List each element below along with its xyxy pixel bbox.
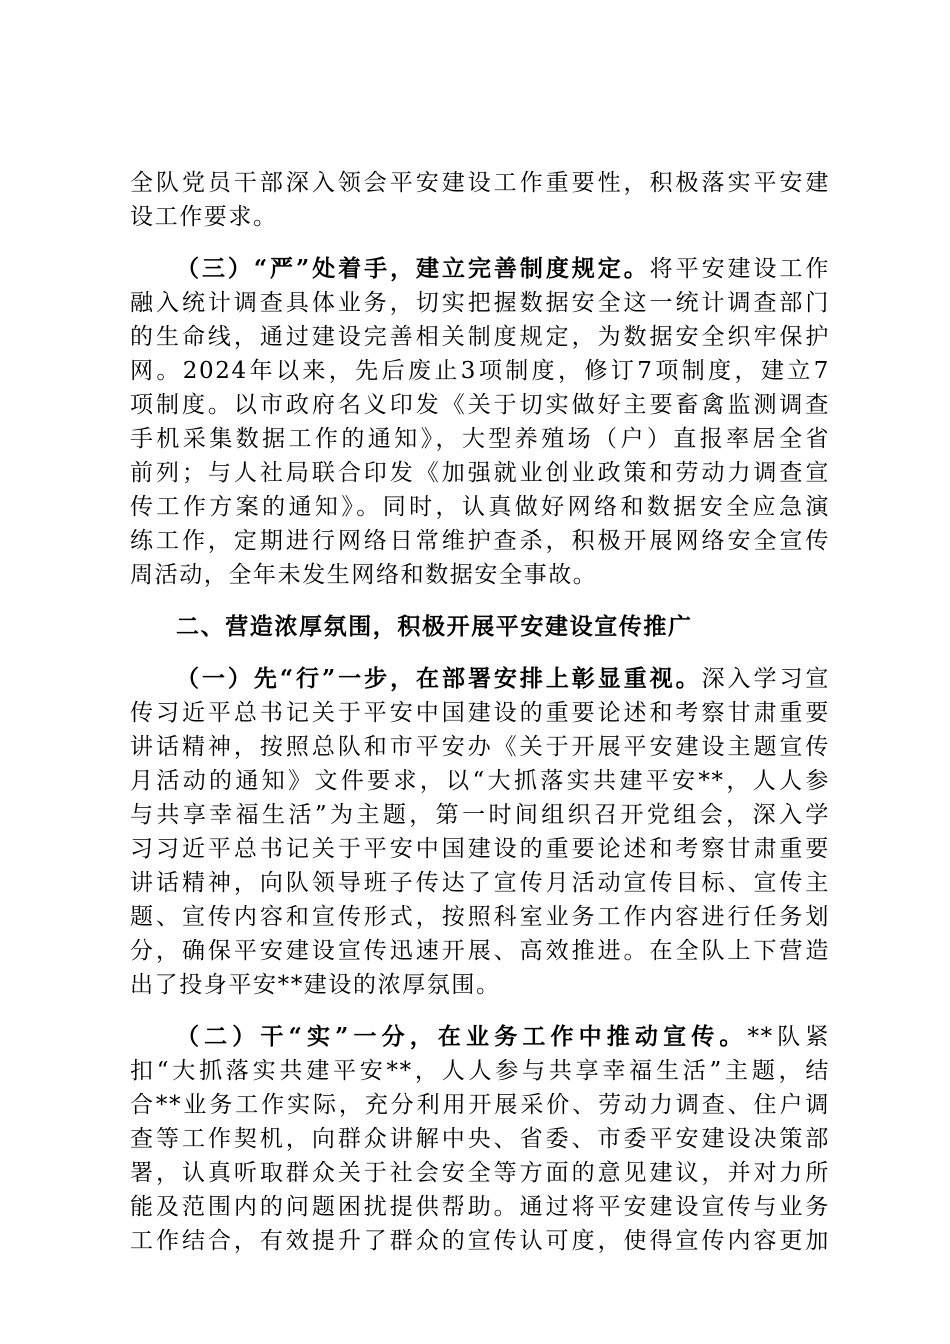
text-line: 扣“大抓落实共建平安**，人人参与共享幸福生活”主题，结 — [130, 1058, 830, 1084]
text-line: 的生命线，通过建设完善相关制度规定，为数据安全织牢保护 — [130, 324, 830, 350]
text-line: 网。2024年以来，先后废止3项制度，修订7项制度，建立7 — [130, 358, 830, 384]
text-line — [130, 1020, 830, 1054]
text-line: 传习近平总书记关于平安中国建设的重要论述和考察甘肃重要 — [130, 700, 830, 726]
text-line: 练工作，定期进行网络日常维护查杀，积极开展网络安全宣传 — [130, 528, 830, 554]
text-line: 全队党员干部深入领会平安建设工作重要性，积极落实平安建 — [130, 170, 830, 196]
text-line: 设工作要求。 — [130, 204, 278, 230]
text-line: 融入统计调查具体业务，切实把握数据安全这一统计调查部门 — [130, 290, 830, 316]
text-line: 分，确保平安建设宣传迅速开展、高效推进。在全队上下营造 — [130, 938, 830, 964]
text-line: 出了投身平安**建设的浓厚氛围。 — [130, 972, 501, 998]
paragraph-lead: （三）“严”处着手，建立完善制度规定。 — [176, 255, 650, 282]
text-line: 手机采集数据工作的通知》，大型养殖场（户）直报率居全省 — [130, 426, 830, 452]
text-line: 查等工作契机，向群众讲解中央、省委、市委平安建设决策部 — [130, 1126, 830, 1152]
paragraph-4 — [130, 1020, 830, 1258]
section-heading: 二、营造浓厚氛围，积极开展平安建设宣传推广 — [176, 613, 693, 640]
text-line — [130, 252, 830, 286]
text-line: 习习近平总书记关于平安中国建设的重要论述和考察甘肃重要 — [130, 836, 830, 862]
text-line: 题、宣传内容和宣传形式，按照科室业务工作内容进行任务划 — [130, 904, 830, 930]
paragraph-1 — [130, 166, 830, 234]
paragraph-lead: （一）先“行”一步，在部署安排上彰显重视。 — [176, 665, 702, 692]
text-line: 能及范围内的问题困扰提供帮助。通过将平安建设宣传与业务 — [130, 1194, 830, 1220]
paragraph-3 — [130, 662, 830, 1002]
text-fragment: 深入学习宣 — [701, 666, 831, 692]
text-line — [130, 662, 830, 696]
text-fragment: **队紧 — [747, 1024, 831, 1050]
paragraph-lead: （二）干“实”一分，在业务工作中推动宣传。 — [176, 1023, 748, 1050]
document-page — [130, 166, 830, 1276]
text-line: 周活动，全年未发生网络和数据安全事故。 — [130, 562, 598, 588]
paragraph-2 — [130, 252, 830, 592]
text-line: 合**业务工作实际，充分利用开展采价、劳动力调查、住户调 — [130, 1092, 830, 1118]
text-fragment: 将平安建设工作 — [649, 256, 831, 282]
text-line: 项制度。以市政府名义印发《关于切实做好主要畜禽监测调查 — [130, 392, 830, 418]
text-line: 与共享幸福生活”为主题，第一时间组织召开党组会，深入学 — [130, 802, 830, 828]
text-line: 署，认真听取群众关于社会安全等方面的意见建议，并对力所 — [130, 1160, 830, 1186]
text-line: 月活动的通知》文件要求，以“大抓落实共建平安**，人人参 — [130, 768, 830, 794]
text-line: 工作结合，有效提升了群众的宣传认可度，使得宣传内容更加 — [130, 1228, 830, 1254]
text-line: 讲话精神，按照总队和市平安办《关于开展平安建设主题宣传 — [130, 734, 830, 760]
text-line: 讲话精神，向队领导班子传达了宣传月活动宣传目标、宣传主 — [130, 870, 830, 896]
text-line: 前列；与人社局联合印发《加强就业创业政策和劳动力调查宣 — [130, 460, 830, 486]
text-line: 传工作方案的通知》。同时，认真做好网络和数据安全应急演 — [130, 494, 830, 520]
